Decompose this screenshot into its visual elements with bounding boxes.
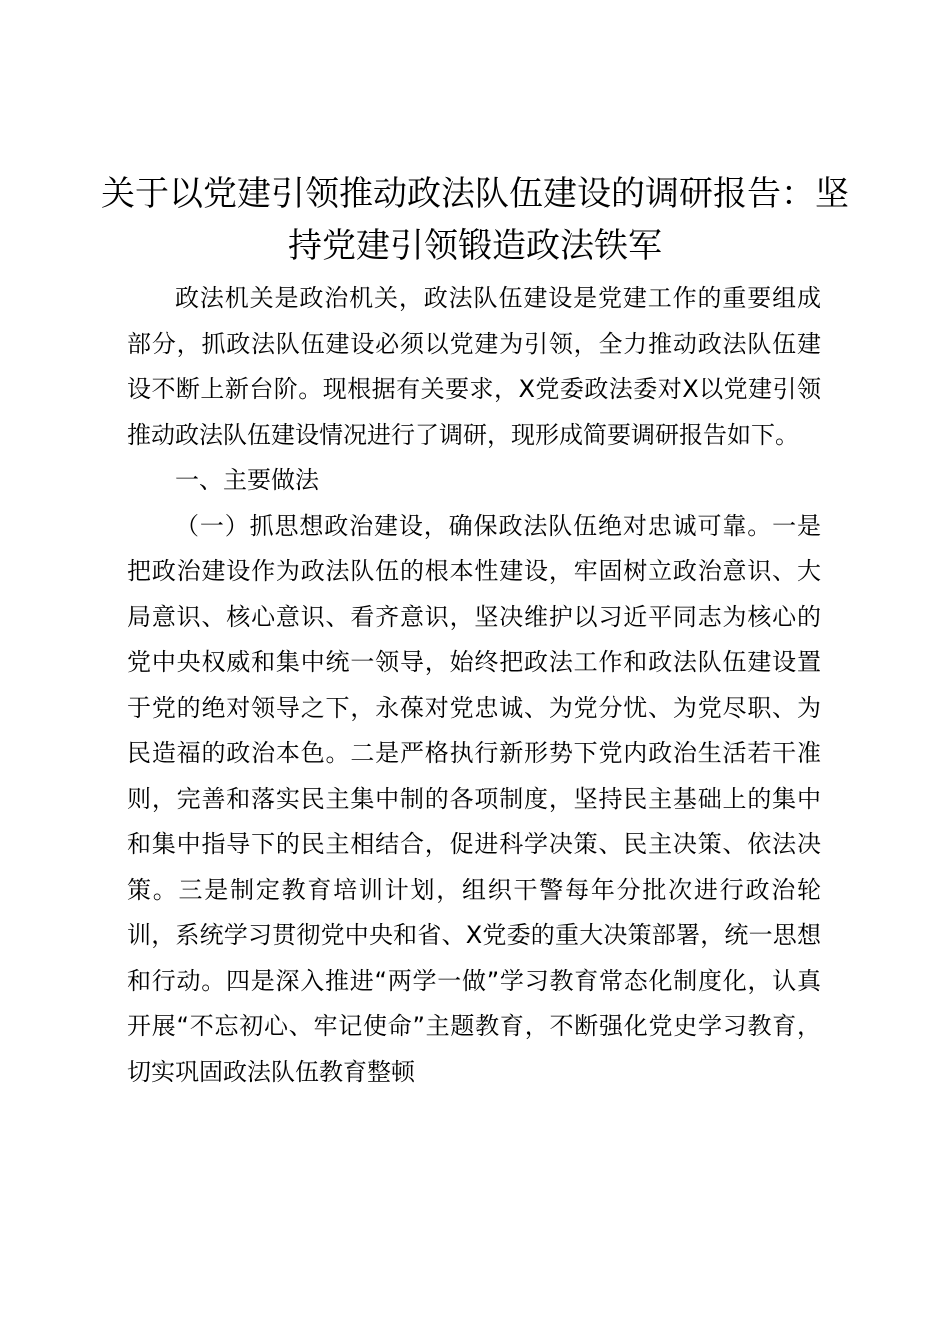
section-heading: 一、主要做法: [175, 466, 319, 494]
subsection-paragraph: （一）抓思想政治建设，确保政法队伍绝对忠诚可靠。一是把政治建设作为政法队伍的根本性建设，牢固树立政治意识、大局意识、核心意识、看齐意识，坚决维护以习近平同志为核心的党中央权威和集中统一领导，始终把政法工作和政法队伍建设置于党的绝对领导之下，永葆对党忠诚、为党分忧、为党尽职、为民造福的政治本色。二是严格执行新形势下党内政治生活若干准则，完善和落实民主集中制的各项制度，坚持民主基础上的集中和集中指导下的民主相结合，促进科学决策、民主决策、依法决策。三是制定教育培训计划，组织干警每年分批次进行政治轮训，系统学习贯彻党中央和省、X党委的重大决策部署，统一思想和行动。四是深入推进“两学一做”学习教育常态化制度化，认真开展“不忘初心、牢记使命”主题教育，不断强化党史学习教育，切实巩固政法队伍教育整顿: [127, 511, 821, 1086]
intro-paragraph: 政法机关是政治机关，政法队伍建设是党建工作的重要组成部分，抓政法队伍建设必须以党建为引领，全力推动政法队伍建设不断上新台阶。现根据有关要求，X党委政法委对X以党建引领推动政法队伍建设情况进行了调研，现形成简要调研报告如下。: [127, 284, 821, 449]
document-title: 关于以党建引领推动政法队伍建设的调研报告：坚持党建引领锻造政法铁军: [101, 174, 849, 266]
document-body: [127, 276, 821, 1095]
